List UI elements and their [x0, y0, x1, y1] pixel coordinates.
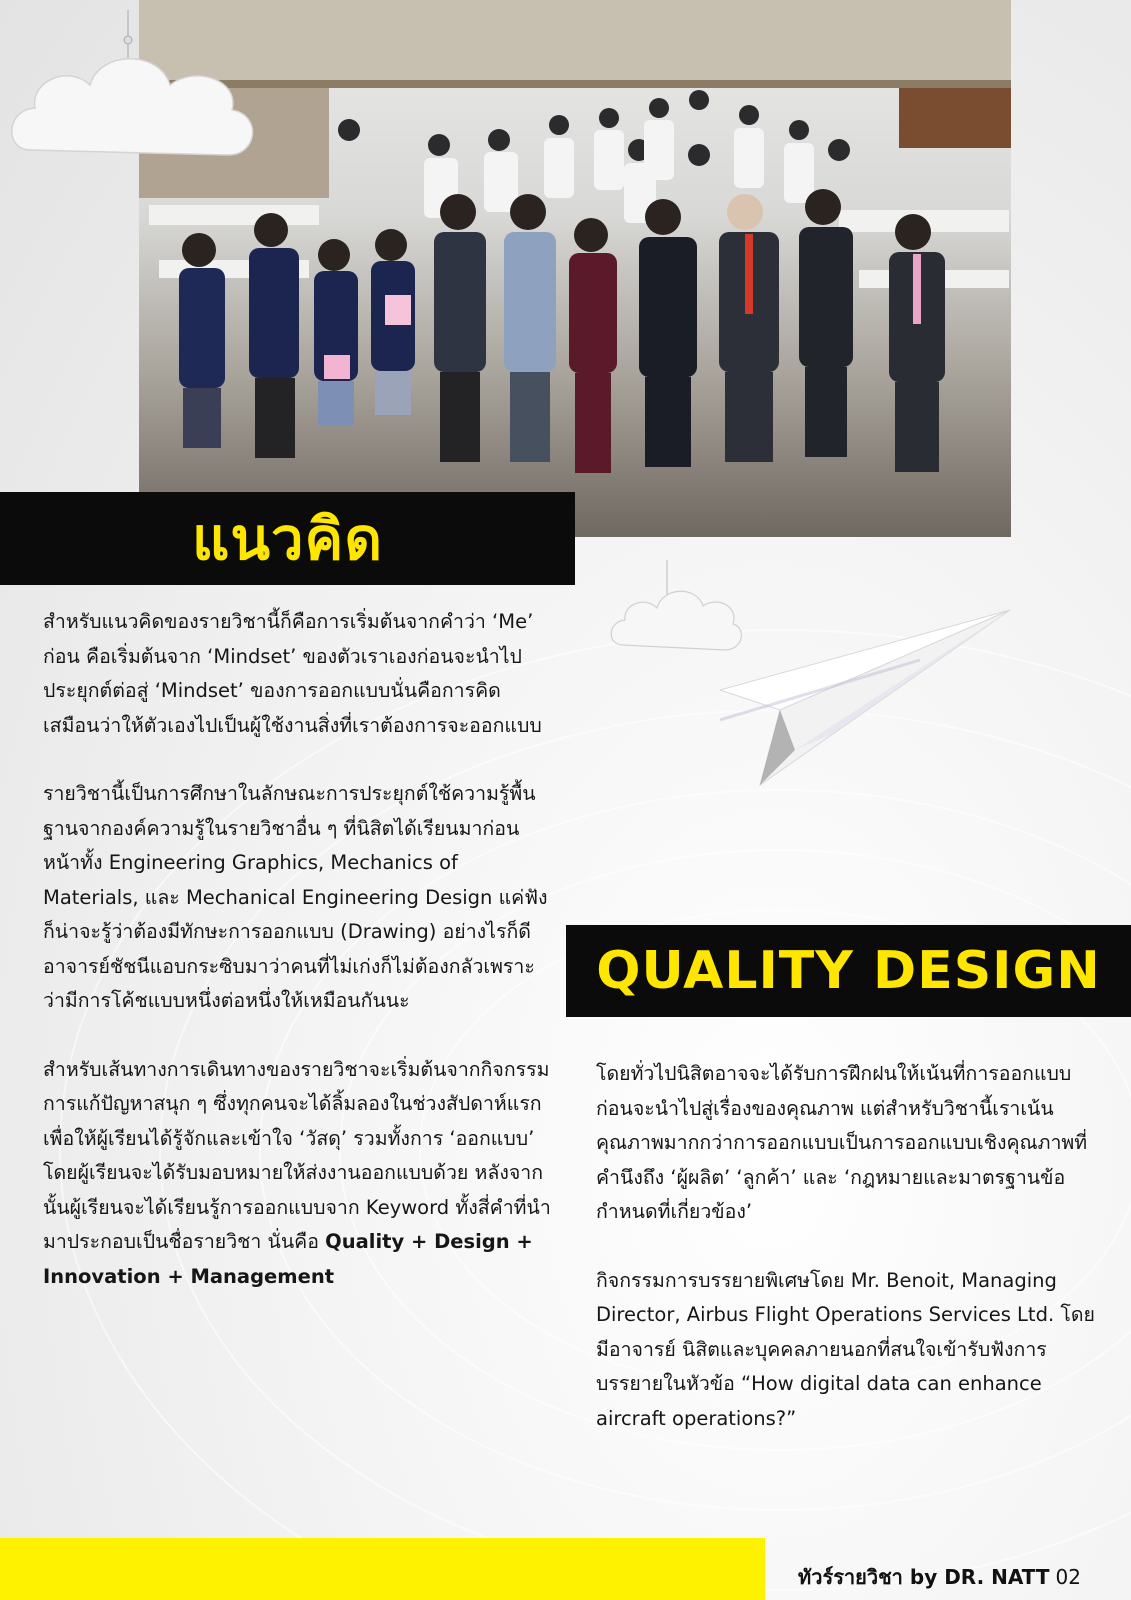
right-column [596, 1057, 1096, 1470]
paragraph: รายวิชานี้เป็นการศึกษาในลักษณะการประยุกต์ใช้ความรู้พื้นฐานจากองค์ความรู้ในรายวิชาอื่น ๆ ที่นิสิตได้เรียนมาก่อนหน้าทั้ง Engineering Graphics, Mechanics of Materials, และ Mechanical Engineering Design แค่ฟังก็น่าจะรู้ว่าต้องมีทักษะการออกแบบ (Drawing) อย่างไรก็ดีอาจารย์ชัชนีแอบกระซิบมาว่าคนที่ไม่เก่งก็ไม่ต้องกลัวเพราะว่ามีการโค้ชแบบหนึ่งต่อหนึ่งให้เหมือนกันนะ [43, 782, 548, 1012]
footer [798, 1561, 1081, 1593]
left-column [43, 605, 553, 1328]
section-heading-quality-design: QUALITY DESIGN [566, 925, 1131, 1017]
section-heading-concept: แนวคิด [0, 492, 575, 585]
paragraph: สำหรับแนวคิดของรายวิชานี้ก็คือการเริ่มต้นจากคำว่า ‘Me’ ก่อน คือเริ่มต้นจาก ‘Mindset’ ของตัวเราเองก่อนจะนำไปประยุกต์ต่อสู่ ‘Mindset’ ของการออกแบบนั่นคือการคิดเสมือนว่าให้ตัวเองไปเป็นผู้ใช้งานสิ่งที่เราต้องการจะออกแบบ [43, 610, 542, 737]
page-number: 02 [1055, 1565, 1081, 1589]
paragraph: กิจกรรมการบรรยายพิเศษโดย Mr. Benoit, Managing Director, Airbus Flight Operations Services Ltd. โดยมีอาจารย์ นิสิตและบุคคลภายนอกที่สนใจเข้ารับฟังการบรรยายในหัวข้อ “How digital data can enhance aircraft operations?” [596, 1268, 1095, 1430]
paragraph [43, 1053, 553, 1295]
footer-title: ทัวร์รายวิชา by DR. NATT [798, 1565, 1050, 1589]
keyword-list: Quality + Design + Innovation + Management [43, 1230, 533, 1288]
paragraph: โดยทั่วไปนิสิตอาจจะได้รับการฝึกฝนให้เน้นที่การออกแบบก่อนจะนำไปสู่เรื่องของคุณภาพ แต่สำหรับวิชานี้เราเน้นคุณภาพมากกว่าการออกแบบเป็นการออกแบบเชิงคุณภาพที่คำนึงถึง ‘ผู้ผลิต’ ‘ลูกค้า’ และ ‘กฎหมายและมาตรฐานข้อกำหนดที่เกี่ยวข้อง’ [596, 1062, 1088, 1223]
footer-bar [0, 1538, 765, 1600]
cloud-icon [0, 10, 270, 180]
paragraph-text: สำหรับเส้นทางการเดินทางของรายวิชาจะเริ่มต้นจากกิจกรรมการแก้ปัญหาสนุก ๆ ซึ่งทุกคนจะได้ลิ้มลองในช่วงสัปดาห์แรก เพื่อให้ผู้เรียนได้รู้จักและเข้าใจ ‘วัสดุ’ รวมทั้งการ ‘ออกแบบ’ โดยผู้เรียนจะได้รับมอบหมายให้ส่งงานออกแบบด้วย หลังจากนั้นผู้เรียนจะได้เรียนรู้การออกแบบจาก Keyword ทั้งสี่คำที่นำมาประกอบเป็นชื่อรายวิชา นั่นคือ [43, 1057, 551, 1253]
paper-plane-icon [720, 600, 1020, 800]
